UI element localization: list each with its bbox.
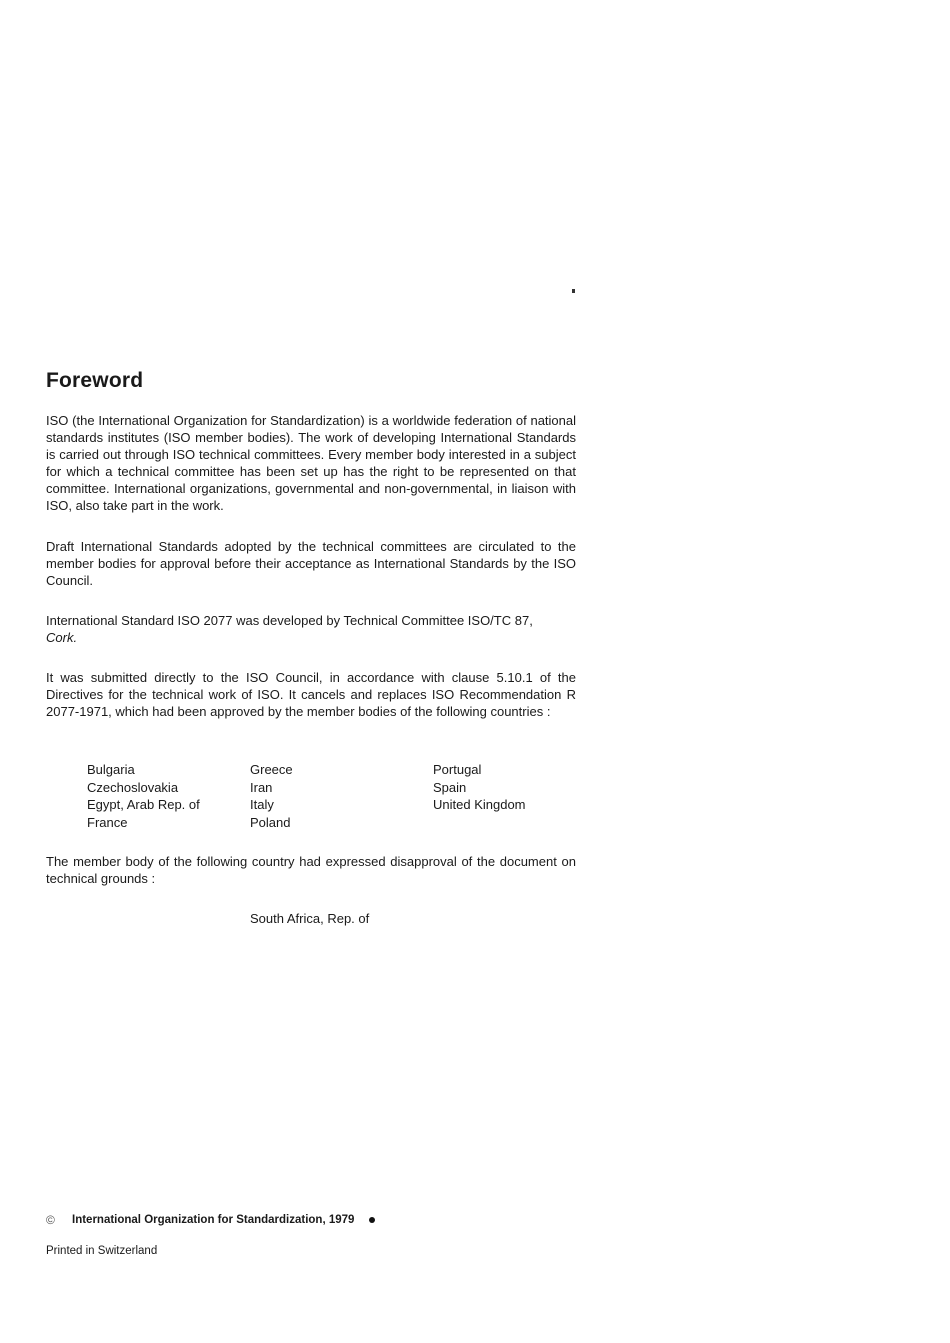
paragraph-draft-standards: Draft International Standards adopted by the technical committees are circulated to the member bodies for approval before their acceptance as International Standards by the ISO Council. <box>46 539 576 588</box>
print-artifact-mark <box>572 289 575 293</box>
copyright-line <box>46 1213 375 1227</box>
bullet-icon <box>369 1217 375 1223</box>
committee-subject-cork: Cork. <box>46 630 78 645</box>
countries-column-3 <box>433 761 526 814</box>
country-item: Greece <box>250 762 293 777</box>
printed-in-notice: Printed in Switzerland <box>46 1245 158 1257</box>
paragraph-developed-by <box>46 612 576 646</box>
country-item: Poland <box>250 814 291 830</box>
country-item: Egypt, Arab Rep. of <box>87 797 200 812</box>
country-item: Czechoslovakia <box>87 779 179 795</box>
countries-column-1 <box>87 761 200 831</box>
country-item: United Kingdom <box>433 797 526 812</box>
copyright-icon: © <box>46 1213 55 1227</box>
country-item: Bulgaria <box>87 762 135 777</box>
paragraph-disapproval: The member body of the following country had expressed disapproval of the document on technical grounds : <box>46 854 576 886</box>
paragraph-submitted: It was submitted directly to the ISO Council, in accordance with clause 5.10.1 of the Directives for the technical work of ISO. It cancels and replaces ISO Recommendation R 2077-1971, which had been approved by the member bodies of the following countries : <box>46 670 576 719</box>
country-item: Portugal <box>433 762 482 777</box>
country-item: Italy <box>250 797 274 812</box>
foreword-heading: Foreword <box>46 369 144 392</box>
country-item: Spain <box>433 779 467 795</box>
country-item: France <box>87 814 128 830</box>
country-item: Iran <box>250 779 273 795</box>
disapproving-country: South Africa, Rep. of <box>250 911 370 926</box>
paragraph-developed-by-text: International Standard ISO 2077 was developed by Technical Committee ISO/TC 87, <box>46 613 533 628</box>
copyright-text: International Organization for Standardization, 1979 <box>72 1214 355 1226</box>
paragraph-iso-intro: ISO (the International Organization for Standardization) is a worldwide federation of national standards institutes (ISO member bodies). The work of developing International Standards is carried out through ISO technical committees. Every member body interested in a subject for which a technical committee has been set up has the right to be represented on that committee. International organizations, governmental and non-governmental, in liaison with ISO, also take part in the work. <box>46 413 576 513</box>
countries-column-2 <box>250 761 293 831</box>
